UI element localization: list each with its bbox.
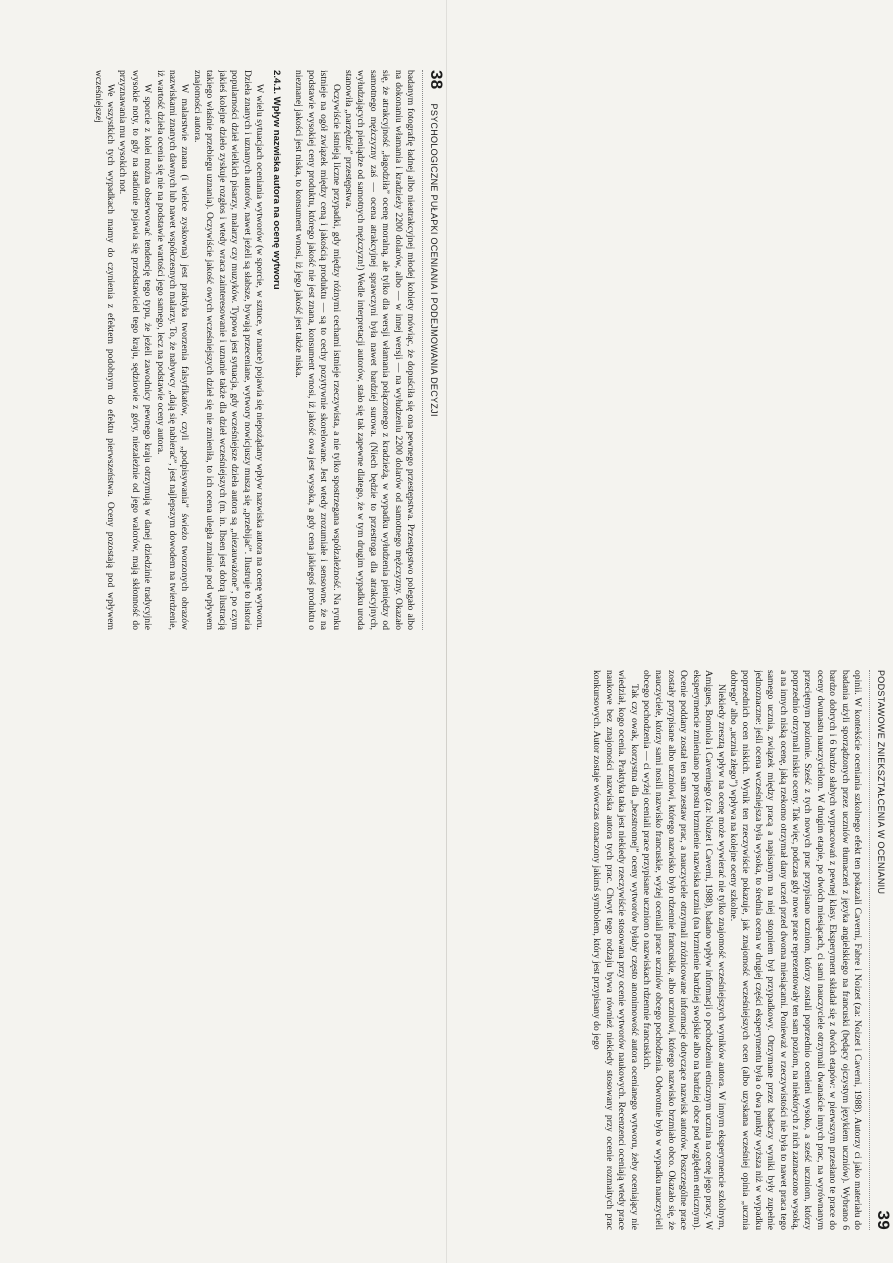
paragraph: Niekiedy zresztą wpływ na ocenę może wywierać nie tylko znajomość wcześniejszych wyników autora. W innym eksperymencie szkolnym, Amigues, Bonniola i Caverniego (za: Noizet i Caverni, 1988), badano wpływ informacji o pochodzeniu etnicznym ucznia na ocenę jego pracy. W eksperymencie zmieniano po prostu brzmienie nazwiska ucznia (na brzmienie bardziej swojskie albo na bardziej obce pod względem etnicznym). Ocenie poddany został ten sam zestaw prac, a nauczyciele otrzymali zróżnicowane informacje dotyczące nazwisk autorów. Poszczególne prace zostały przypisane albo uczniowi, którego nazwisko było rdzennie francuskie, albo uczniowi, którego nazwisko brzmiało obco. Okazało się, że nauczyciele, którzy sami nosili nazwisko francuskie, wyżej oceniali prace uczniów obcego pochodzenia. Odwrotnie było w wypadku nauczycieli obcego pochodzenia — ci wyżej oceniali prace przypisane uczniom o nazwiskach rdzennie francuskich.: [641, 670, 727, 1230]
paragraph: W wielu sytuacjach oceniania wytworów (w sporcie, w sztuce, w nauce) pojawia się niepożądany wpływ nazwiska autora na ocenę wytworu. Dzieła znanych i uznanych autorów, nawet jeżeli są słabsze, bywają przeceniane, wytwory nowicjuszy muszą się „przebijać”. Ilustruje to historia popularności dzieł wielkich pisarzy, malarzy czy muzyków. Typowa jest sytuacja, gdy wcześniejsze dzieła autora są „niezauważone”, po czym jakieś kolejne dzieło zyskuje rozgłos i wtedy wraca zainteresowanie i uznanie także dla dzieł wcześniejszych (m. in. Ibsen jest dobrą ilustracją takiego właśnie przebiegu uznania). Oczywiście jakość owych wcześniejszych dzieł się nie zmieniła, to ich ocena uległa zmianie pod wpływem znajomości autora.: [191, 70, 265, 630]
running-head-title: PSYCHOLOGICZNE PUŁAPKI OCENIANIA I PODEJMOWANIA DECYZJI: [429, 103, 439, 417]
page-number: 39: [874, 1210, 893, 1230]
paragraph: We wszystkich tych wypadkach mamy do czynienia z efektem podobnym do efektu pierwszeństwa. Oceny pozostają pod wpływem wcześniejszej: [92, 70, 117, 630]
paragraph: opinii. W kontekście oceniania szkolnego efekt ten pokazali Caverni, Fabre i Noizet (za: Noizet i Caverni, 1988). Autorzy ci jako materiału do badania użyli sporządzonych przez uczniów tłumaczeń z języka angielskiego na francuski (będący ojczystym językiem uczniów). Wybrano 6 bardzo dobrych i 6 bardzo słabych wypracowań z pewnej klasy. Eksperyment składał się z dwóch etapów: w pierwszym przesłano te prace do oceny dwunastu nauczycielom. W drugim etapie, po dwóch miesiącach, ci sami nauczyciele otrzymali dwanaście innych prac, na wyrównanym przeciętnym poziomie. Sześć z tych nowych prac przypisano uczniom, którzy zostali poprzednio ocenieni wysoko, a sześć uczniom, którzy poprzednio otrzymali niskie oceny. Tak więc, podczas gdy nowe prace reprezentowały ten sam poziom, na niektórych z nich zaznaczono wysoką, a na innych niską ocenę, jaką rzekomo otrzymał dany uczeń przed dwoma miesiącami. Ponieważ w rzeczywistości nie była to nawet praca tego samego ucznia, związek między pracą a napisanym na niej stopniem był przypadkowy. Otrzymane przez badaczy wyniki były zupełnie jednoznaczne: jeśli ocena wcześniejsza była wysoka, to średnia ocena w drugiej części eksperymentu była o dwa punkty wyższa niż w wypadku poprzednich ocen niskich. Wynik ten rzeczywiście pokazuje, jak znajomość wcześniejszych ocen (albo uzyskana wcześniej opinia „ucznia dobrego” albo „ucznia złego”) wpływa na kolejne oceny szkolne.: [727, 670, 863, 1230]
paragraph: Oczywiście istnieją liczne przypadki, gdy między różnymi cechami istnieje rzeczywista, a nie tylko spostrzegana współzależność. Na rynku istnieje na ogół związek między ceną i jakością produktu — są to cechy pozytywnie skorelowane. Jest wtedy zrozumiałe i sensowne, że na podstawie wysokiej ceny produktu, którego jakość nie jest znana, konsument wnosi, iż jakość owa jest wysoka, a gdy cena jakiegoś produktu o nieznanej jakości jest niska, to konsument wnosi, iż jego jakość jest także niska.: [293, 70, 342, 630]
page-gutter: [446, 0, 447, 1263]
running-head-right: [869, 670, 893, 1230]
paragraph: badanym fotografię ładnej albo nieatrakcyjnej młodej kobiety mówiąc, że dopuściła się ona pewnego przestępstwa. Przestępstwo polegało albo na dokonaniu włamania i kradzieży 2200 dolarów, albo — w innej wersji — na wyłudzeniu 2200 dolarów od samotnego mężczyzny. Okazało się, że atrakcyjność „łagodziła” ocenę moralną, ale tylko dla wersji włamania połączonego z kradzieżą, w wypadku wyłudzenia pieniędzy od samotnego mężczyzny zaś — ocena atrakcyjnej sprawczyni była nawet bardziej surowa. (Niech będzie to przestroga dla atrakcyjnych, wyłudzających pieniądze od samotnych mężczyzn!) Wedle interpretacji autorów, stało się tak zapewne dlatego, że w tym drugim wypadku uroda stanowiła „narzędzie” przestępstwa.: [342, 70, 416, 630]
paragraph: Tak czy owak, korzystna dla „bezstronnej” oceny wytworów byłaby często anonimowość autora ocenianego wytworu, żeby oceniający nie wiedział, kogo ocenia. Praktyka taka jest niekiedy rzeczywiście stosowana przy ocenie wytworów naukowych. Recenzenci oceniają wtedy prace naukowe bez znajomości nazwiska autora tych prac. Chwyt tego rodzaju bywa również niekiedy stosowany przy ocenie rozmaitych prac konkursowych. Autor zostaje wówczas oznaczony jakimś symbolem, który jest przypisany do jego: [591, 670, 640, 1230]
running-head-title: PODSTAWOWE ZNIEKSZTAŁCENIA W OCENIANIU: [876, 670, 886, 895]
page-38: [71, 70, 446, 630]
page-number: 38: [427, 70, 446, 90]
paragraph: W sporcie z kolei można obserwować tendencję tego typu, że jeżeli zawodnicy pewnego kraju otrzymują w danej dziedzinie tradycyjnie wysokie noty, to gdy na stadionie pojawia się przedstawiciel tego kraju, sędziowie z góry, niezależnie od jego walorów, mają skłonność do przyznawania mu wysokich not.: [117, 70, 154, 630]
paragraph: W malarstwie znana (i wielce zyskowna) jest praktyka tworzenia falsyfikatów, czyli „podpisywania” świeżo tworzonych obrazów nazwiskami znanych dawnych lub nawet współczesnych malarzy. To, że nabywcy „dają się nabierać”, jest najlepszym dowodem na twierdzenie, iż wartość dzieła ocenia się nie na podstawie wartości jego samego, lecz na podstawie oceny autora.: [154, 70, 191, 630]
running-head-left: [422, 70, 446, 630]
section-heading: 2.4.1. Wpływ nazwiska autora na ocenę wytworu: [270, 70, 282, 290]
page-39: [518, 670, 893, 1230]
